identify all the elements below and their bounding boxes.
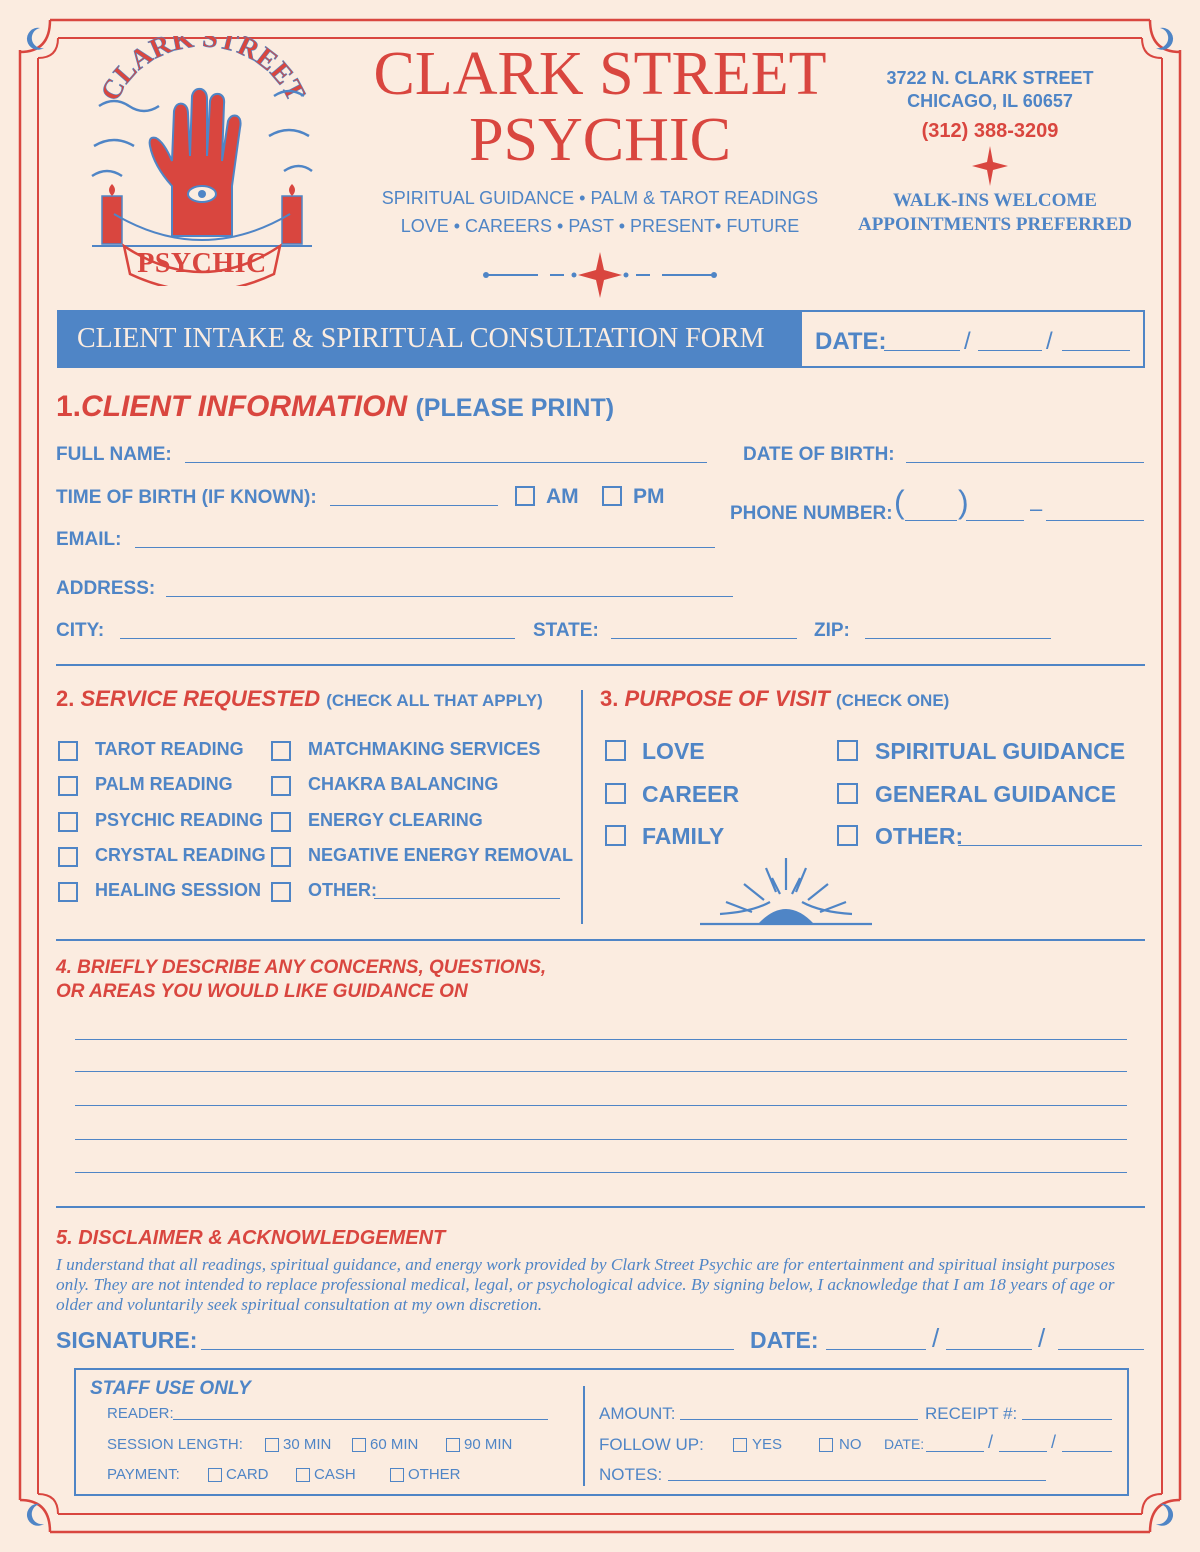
service-option-checkbox[interactable] <box>58 847 78 867</box>
city-field[interactable] <box>120 638 515 639</box>
section1-number: 1. <box>56 390 82 423</box>
sunrise-icon <box>696 854 876 930</box>
staff-divider <box>583 1386 585 1486</box>
follow-up-date-label: DATE: <box>884 1436 925 1452</box>
divider <box>56 664 1145 666</box>
logo <box>84 36 320 286</box>
service-option-label: OTHER: <box>308 880 377 901</box>
purpose-option-checkbox[interactable] <box>605 783 626 804</box>
follow-up-date-month[interactable] <box>926 1451 984 1452</box>
service-option-label: CRYSTAL READING <box>95 844 266 865</box>
address-label: ADDRESS: <box>56 578 156 599</box>
date-slash: / <box>1046 328 1053 355</box>
service-option-checkbox[interactable] <box>271 741 291 761</box>
form-date-year[interactable] <box>1062 350 1130 351</box>
pm-checkbox[interactable] <box>602 486 622 506</box>
purpose-option-label: FAMILY <box>642 823 725 849</box>
email-label: EMAIL: <box>56 529 122 550</box>
service-option-label: TAROT READING <box>95 739 244 759</box>
full-name-label: FULL NAME: <box>56 444 172 465</box>
amount-label: AMOUNT: <box>599 1404 676 1423</box>
follow-up-date-day[interactable] <box>999 1451 1047 1452</box>
staff-title: STAFF USE ONLY <box>90 1378 251 1399</box>
section4-heading-line2: OR AREAS YOU WOULD LIKE GUIDANCE ON <box>56 981 468 1002</box>
follow-up-label: FOLLOW UP: <box>599 1435 704 1454</box>
signature-field[interactable] <box>201 1349 734 1350</box>
section3-number: 3. <box>600 686 619 711</box>
session-length-label: SESSION LENGTH: <box>107 1436 243 1453</box>
session-length-option-label: 90 MIN <box>464 1436 513 1453</box>
section4-heading-line1: 4. BRIEFLY DESCRIBE ANY CONCERNS, QUESTIONS, <box>56 957 547 978</box>
purpose-option-checkbox[interactable] <box>837 783 858 804</box>
service-option-checkbox[interactable] <box>271 812 291 832</box>
business-name-line2: PSYCHIC <box>469 106 731 174</box>
service-option-label: CHAKRA BALANCING <box>308 774 499 795</box>
concerns-line[interactable] <box>75 1071 1127 1072</box>
service-option-label: NEGATIVE ENERGY REMOVAL <box>308 844 574 865</box>
service-option-checkbox[interactable] <box>271 882 291 902</box>
service-option-checkbox[interactable] <box>271 776 291 796</box>
payment-option-label: CASH <box>314 1466 356 1483</box>
purpose-option-checkbox[interactable] <box>605 825 626 846</box>
phone-prefix-field[interactable] <box>966 520 1024 521</box>
purpose-other-field[interactable] <box>958 845 1142 846</box>
phone-line-field[interactable] <box>1046 520 1144 521</box>
signature-date-day[interactable] <box>946 1349 1032 1350</box>
date-slash: / <box>932 1323 940 1353</box>
session-length-option-checkbox[interactable] <box>352 1438 366 1452</box>
section2-note: (CHECK ALL THAT APPLY) <box>326 691 543 710</box>
receipt-label: RECEIPT #: <box>925 1404 1018 1423</box>
section2-number: 2. <box>56 686 75 711</box>
service-option-checkbox[interactable] <box>58 882 78 902</box>
service-option-label: ENERGY CLEARING <box>308 809 483 830</box>
purpose-option-checkbox[interactable] <box>837 740 858 761</box>
tagline-1: SPIRITUAL GUIDANCE • PALM & TAROT READINGS <box>381 188 819 208</box>
zip-label: ZIP: <box>814 620 850 641</box>
section3-title: PURPOSE OF VISIT <box>624 686 830 711</box>
session-length-option-checkbox[interactable] <box>446 1438 460 1452</box>
payment-option-label: OTHER <box>408 1466 461 1483</box>
concerns-line[interactable] <box>75 1172 1127 1173</box>
service-option-checkbox[interactable] <box>58 776 78 796</box>
concerns-line[interactable] <box>75 1105 1127 1106</box>
concerns-line[interactable] <box>75 1039 1127 1040</box>
purpose-option-checkbox[interactable] <box>605 740 626 761</box>
star-icon <box>970 146 1010 186</box>
session-length-option-label: 30 MIN <box>283 1436 332 1453</box>
section2-heading <box>56 686 543 712</box>
payment-option-checkbox[interactable] <box>296 1468 310 1482</box>
payment-option-label: CARD <box>226 1466 269 1483</box>
follow-up-no-checkbox[interactable] <box>819 1438 833 1452</box>
address-field[interactable] <box>166 596 733 597</box>
receipt-field[interactable] <box>1022 1419 1112 1420</box>
address-line1: 3722 N. CLARK STREET <box>886 68 1094 88</box>
am-label: AM <box>546 485 579 508</box>
time-of-birth-field[interactable] <box>330 505 498 506</box>
dob-field[interactable] <box>906 462 1144 463</box>
purpose-option-label: CAREER <box>642 780 740 807</box>
service-option-label: HEALING SESSION <box>95 880 262 901</box>
phone-area-code-paren: ( ) <box>894 484 969 520</box>
signature-date-month[interactable] <box>826 1349 926 1350</box>
zip-field[interactable] <box>865 638 1051 639</box>
form-date-label: DATE: <box>815 328 887 355</box>
phone-dash: – <box>1030 496 1043 521</box>
phone-area-code-field[interactable] <box>905 520 957 521</box>
section5-heading: 5. DISCLAIMER & ACKNOWLEDGEMENT <box>56 1227 446 1249</box>
state-label: STATE: <box>533 620 599 641</box>
star-divider-icon <box>478 250 722 300</box>
purpose-option-label: LOVE <box>642 738 705 764</box>
form-date-day[interactable] <box>978 350 1042 351</box>
notes-field[interactable] <box>668 1480 1046 1481</box>
follow-up-yes-checkbox[interactable] <box>733 1438 747 1452</box>
payment-option-checkbox[interactable] <box>208 1468 222 1482</box>
concerns-line[interactable] <box>75 1139 1127 1140</box>
full-name-field[interactable] <box>185 462 707 463</box>
service-option-label: MATCHMAKING SERVICES <box>308 739 541 759</box>
section1-heading <box>56 390 614 424</box>
service-option-label: PALM READING <box>95 774 233 795</box>
logo-banner-text: PSYCHIC <box>137 248 267 279</box>
service-option-label: PSYCHIC READING <box>95 809 264 830</box>
divider <box>56 939 1145 941</box>
payment-label: PAYMENT: <box>107 1466 180 1483</box>
date-slash: / <box>988 1432 994 1452</box>
dob-label: DATE OF BIRTH: <box>743 444 895 465</box>
divider <box>56 1206 1145 1208</box>
signature-label: SIGNATURE: <box>56 1327 198 1353</box>
appointments-text: APPOINTMENTS PREFERRED <box>858 214 1132 235</box>
phone-label: PHONE NUMBER: <box>730 503 893 524</box>
amount-field[interactable] <box>680 1419 918 1420</box>
signature-date-year[interactable] <box>1058 1349 1144 1350</box>
purpose-option-label: GENERAL GUIDANCE <box>875 780 1117 807</box>
service-option-checkbox[interactable] <box>58 812 78 832</box>
notes-label: NOTES: <box>599 1465 663 1484</box>
form-title: CLIENT INTAKE & SPIRITUAL CONSULTATION FORM <box>57 310 802 368</box>
address-line2: CHICAGO, IL 60657 <box>907 91 1073 111</box>
section1-title: CLIENT INFORMATION <box>81 390 408 423</box>
session-length-option-checkbox[interactable] <box>265 1438 279 1452</box>
time-of-birth-label: TIME OF BIRTH (IF KNOWN): <box>56 487 317 508</box>
column-divider <box>581 690 583 924</box>
form-date-month[interactable] <box>884 350 960 351</box>
service-option-checkbox[interactable] <box>271 847 291 867</box>
phone-number: (312) 388-3209 <box>921 120 1059 142</box>
date-slash: / <box>1038 1323 1046 1353</box>
purpose-option-checkbox[interactable] <box>837 825 858 846</box>
reader-label: READER: <box>107 1405 174 1422</box>
service-option-checkbox[interactable] <box>58 741 78 761</box>
service-other-field[interactable] <box>374 898 560 899</box>
section1-note: (PLEASE PRINT) <box>415 394 615 422</box>
section3-note: (CHECK ONE) <box>835 691 950 710</box>
business-name-line1: CLARK STREET <box>373 40 827 108</box>
pm-label: PM <box>633 485 665 508</box>
email-field[interactable] <box>135 547 715 548</box>
date-slash: / <box>1051 1432 1057 1452</box>
follow-up-yes-label: YES <box>752 1436 783 1453</box>
purpose-option-label: OTHER: <box>875 823 964 849</box>
reader-field[interactable] <box>173 1419 548 1420</box>
disclaimer-text: I understand that all readings, spiritual guidance, and energy work provided by Clark Street Psychic are for entertainment and spiritual insight purposes only. They are not intended to replace professional medical, legal, or psychological advice. By signing below, I acknowledge that I am 18 years of age or older and voluntarily seek spiritual consultation at my own discretion. <box>56 1255 1116 1314</box>
date-slash: / <box>964 328 971 355</box>
tagline-2: LOVE • CAREERS • PAST • PRESENT• FUTURE <box>400 216 800 236</box>
city-label: CITY: <box>56 620 105 641</box>
section2-title: SERVICE REQUESTED <box>80 686 321 711</box>
follow-up-date-year[interactable] <box>1062 1451 1112 1452</box>
session-length-option-label: 60 MIN <box>370 1436 419 1453</box>
follow-up-no-label: NO <box>839 1436 862 1453</box>
logo-arc-text: CLARK STREET <box>94 36 312 107</box>
walk-ins-text: WALK-INS WELCOME <box>893 190 1097 211</box>
section3-heading <box>600 686 949 712</box>
am-checkbox[interactable] <box>515 486 535 506</box>
signature-date-label: DATE: <box>750 1327 819 1353</box>
state-field[interactable] <box>611 638 797 639</box>
payment-option-checkbox[interactable] <box>390 1468 404 1482</box>
purpose-option-label: SPIRITUAL GUIDANCE <box>875 738 1126 764</box>
